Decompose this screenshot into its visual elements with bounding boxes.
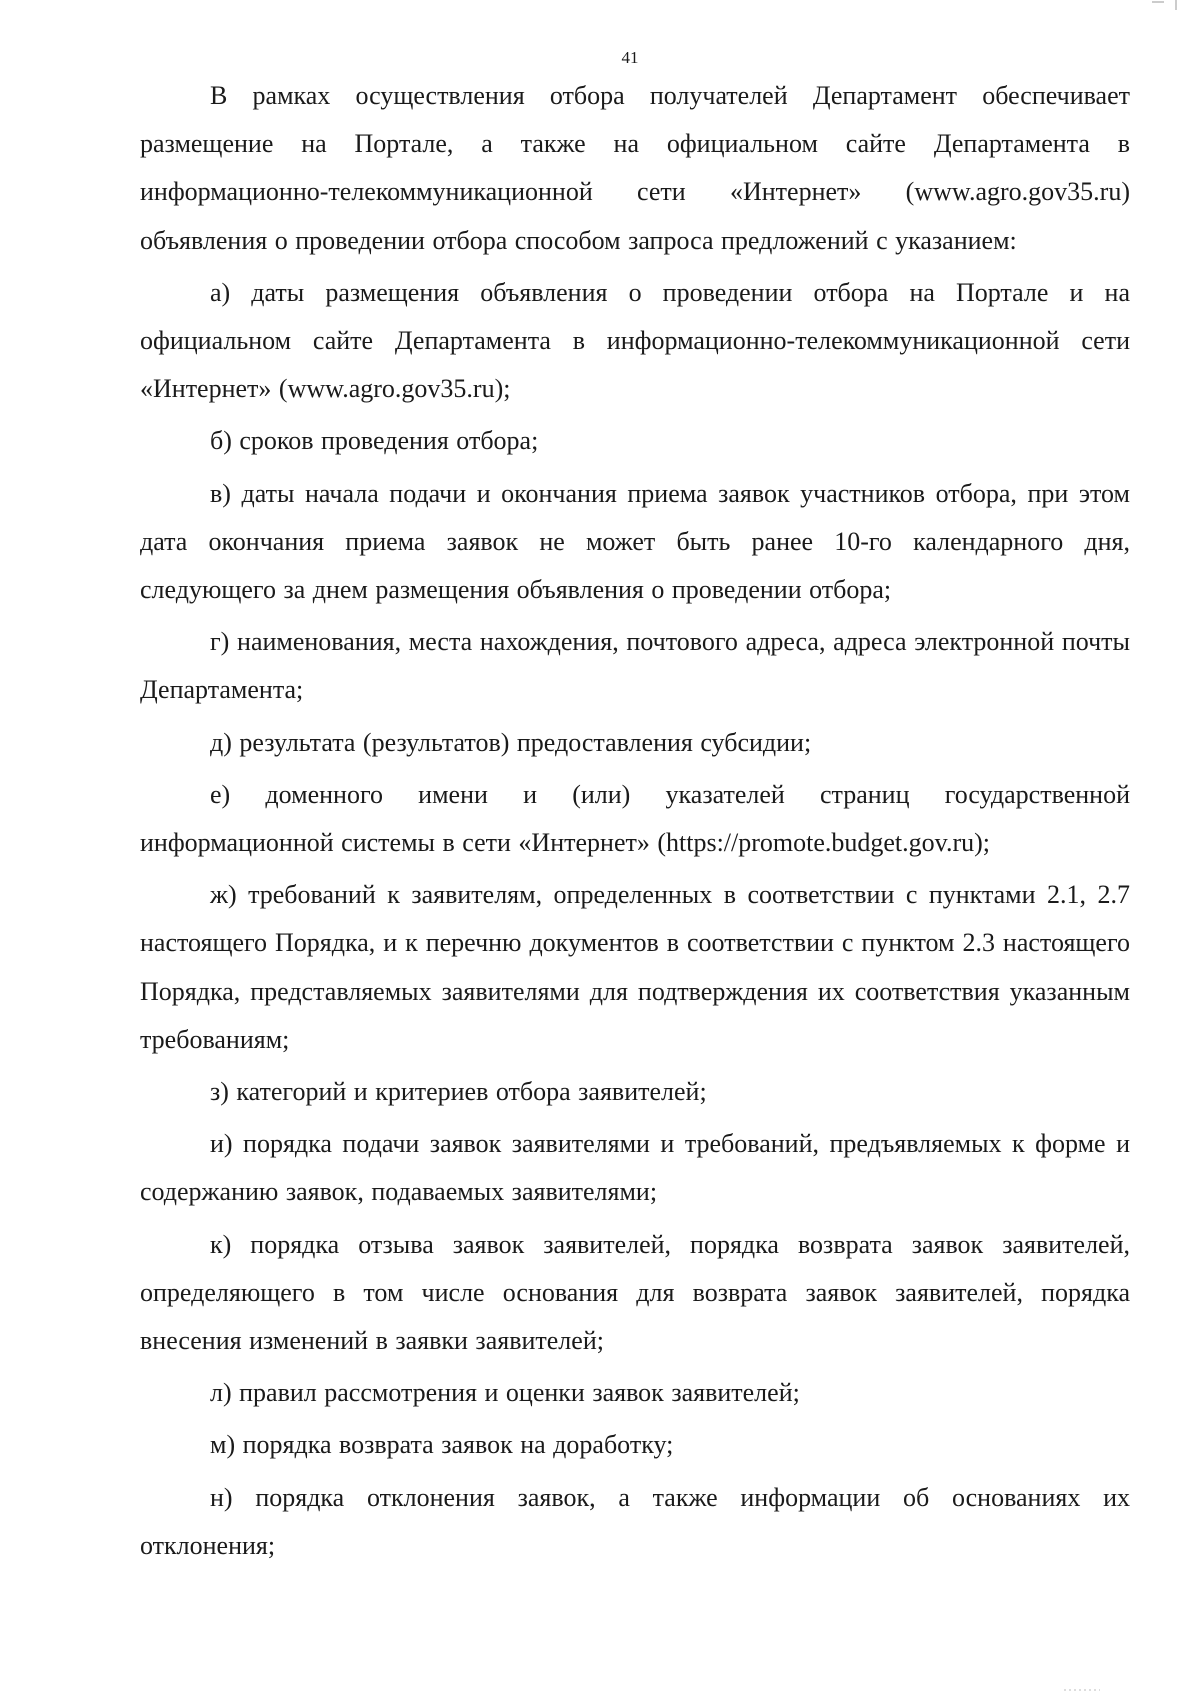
document-body xyxy=(140,72,1130,1574)
paragraph-intro: В рамках осуществления отбора получателей Департамент обеспечивает размещение на Портале, а также на официальном сайте Департамента в информационно-телекоммуникационной сети «Интернет» (www.agro.gov35.ru) объявления о проведении отбора способом запроса предложений с указанием: xyxy=(140,81,1130,255)
list-item-zh: ж) требований к заявителям, определенных в соответствии с пунктами 2.1, 2.7 настоящего Порядка, и к перечню документов в соответствии с пунктом 2.3 настоящего Порядка, представляемых заявителями для подтверждения их соответствия указанным требованиям; xyxy=(140,880,1130,1054)
scan-artifact-mark xyxy=(1150,0,1180,10)
page-number: 41 xyxy=(621,48,639,67)
list-item-i: и) порядка подачи заявок заявителями и требований, предъявляемых к форме и содержанию заявок, подаваемых заявителями; xyxy=(140,1129,1130,1207)
scan-artifact-dots xyxy=(1060,1687,1120,1693)
list-item-l: л) правил рассмотрения и оценки заявок заявителей; xyxy=(210,1378,800,1408)
list-item-k: к) порядка отзыва заявок заявителей, порядка возврата заявок заявителей, определяющего в том числе основания для возврата заявок заявителей, порядка внесения изменений в заявки заявителей; xyxy=(140,1229,1130,1356)
list-item-n: н) порядка отклонения заявок, а также информации об основаниях их отклонения; xyxy=(140,1482,1130,1560)
list-item-z: з) категорий и критериев отбора заявителей; xyxy=(210,1077,707,1107)
list-item-b: б) сроков проведения отбора; xyxy=(210,426,539,456)
list-item-g: г) наименования, места нахождения, почтового адреса, адреса электронной почты Департамента; xyxy=(140,627,1130,705)
list-item-e: е) доменного имени и (или) указателей страниц государственной информационной системы в сети «Интернет» (https://promote.budget.gov.ru); xyxy=(140,779,1130,858)
list-item-d: д) результата (результатов) предоставления субсидии; xyxy=(210,727,812,757)
list-item-m: м) порядка возврата заявок на доработку; xyxy=(210,1430,674,1460)
list-item-v: в) даты начала подачи и окончания приема заявок участников отбора, при этом дата окончания приема заявок не может быть ранее 10-го календарного дня, следующего за днем размещения объявления о проведении отбора; xyxy=(140,478,1130,605)
list-item-a: а) даты размещения объявления о проведении отбора на Портале и на официальном сайте Департамента в информационно-телекоммуникационной сети «Интернет» (www.agro.gov35.ru); xyxy=(140,277,1130,404)
